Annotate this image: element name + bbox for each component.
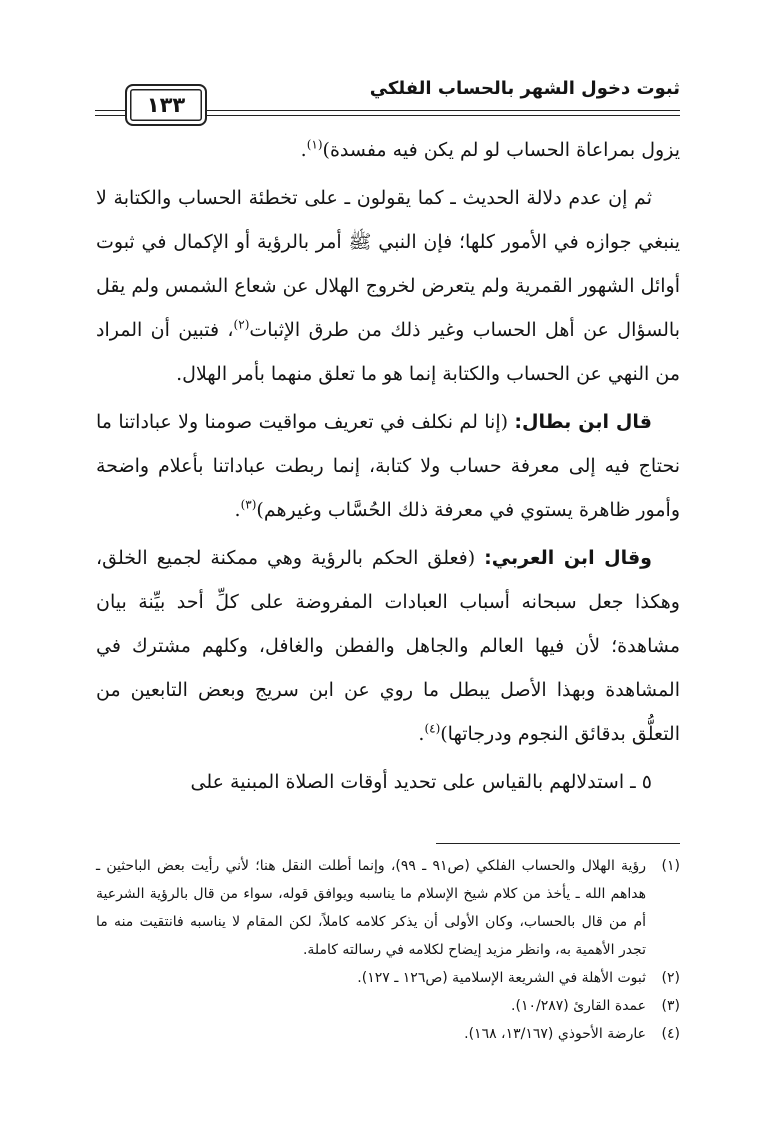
paragraph-tail: . [418,723,425,745]
paragraph-text: ثم إن عدم دلالة الحديث ـ كما يقولون ـ على تخطئة الحساب والكتابة لا ينبغي جوازه في الأمور كلها؛ فإن النبي ﷺ أمر بالرؤية أو الإكمال في ثبوت أوائل الشهور القمرية ولم يتعرض لخروج الهلال عن شعاع الشمس ولم يقل بالسؤال عن أهل الحساب وغير ذلك من طرق الإثبات [96,187,680,341]
footnote-ref: (١) [306,137,323,152]
footnote-4 [96,1020,680,1048]
footnote-text: عارضة الأحوذي (١٣/١٦٧، ١٦٨). [464,1026,646,1042]
paragraph-tail: ، فتبين أن المراد من النهي عن الحساب والكتابة إنما هو ما تعلق منهما بأمر الهلال. [96,319,680,385]
paragraph-1 [96,128,680,172]
page-number-text: ١٣٣ [146,93,186,117]
footnote-ref: (٣) [240,497,257,512]
paragraph-5 [96,760,680,804]
paragraph-tail: . [234,499,241,521]
header-rule-left [95,110,119,111]
paragraph-text: يزول بمراعاة الحساب لو لم يكن فيه مفسدة) [322,139,680,161]
header-rule-left-thin [95,115,119,116]
footnote-text: ثبوت الأهلة في الشريعة الإسلامية (ص١٢٦ ـ ١٢٧). [357,970,646,986]
paragraph-text: ٥ ـ استدلالهم بالقياس على تحديد أوقات الصلاة المبنية على [190,771,652,793]
speaker-name: قال ابن بطال: [514,411,652,433]
footnote-number: (٤) [661,1026,680,1042]
speaker-name: وقال ابن العربي: [484,547,652,569]
paragraph-tail: . [300,139,307,161]
page-number [125,84,207,126]
footnote-number: (١) [661,858,680,874]
paragraph-3 [96,400,680,532]
main-text [96,128,680,808]
paragraph-text: (إنا لم نكلف في تعريف مواقيت صومنا ولا عباداتنا ما نحتاج فيه إلى معرفة حساب ولا كتابة، إنما ربطت عباداتنا بأعلام واضحة وأمور ظاهرة يستوي في معرفة ذلك الحُسَّاب وغيرهم) [96,411,680,521]
footnotes [96,852,680,1048]
footnote-ref: (٢) [233,317,250,332]
footnote-ref: (٤) [424,721,441,736]
footnote-text: عمدة القارئ (١٠/٢٨٧). [511,998,646,1014]
running-header [95,72,680,122]
footnote-number: (٢) [661,970,680,986]
paragraph-text: (فعلق الحكم بالرؤية وهي ممكنة لجميع الخلق، وهكذا جعل سبحانه أسباب العبادات المفروضة على كلِّ أحد بيِّنة بيان مشاهدة؛ لأن فيها العالم والجاهل والفطن والغافل، وكلهم مشترك في المشاهدة وبهذا الأصل يبطل ما روي عن ابن سريج وبعض التابعين من التعلُّق بدقائق النجوم ودرجاتها) [96,547,680,745]
paragraph-2 [96,176,680,396]
footnote-separator [436,843,680,844]
running-header-title: ثبوت دخول الشهر بالحساب الفلكي [369,78,680,99]
footnote-number: (٣) [661,998,680,1014]
paragraph-4 [96,536,680,756]
footnote-1 [96,852,680,964]
footnote-text: رؤية الهلال والحساب الفلكي (ص٩١ ـ ٩٩)، وإنما أطلت النقل هنا؛ لأني رأيت بعض الباحثين ـ هداهم الله ـ يأخذ من كلام شيخ الإسلام ما يناسبه ويوافق قوله، سواء من قال بالرؤية الشرعية أم من قال بالحساب، وكان الأولى أن يذكر كلامه كاملاً، لكن المقام لا يناسبه فانتقيت منه ما تجدر الأهمية به، وانظر مزيد إيضاح لكلامه في رسالته كاملة. [96,858,646,958]
footnote-2 [96,964,680,992]
footnote-3 [96,992,680,1020]
